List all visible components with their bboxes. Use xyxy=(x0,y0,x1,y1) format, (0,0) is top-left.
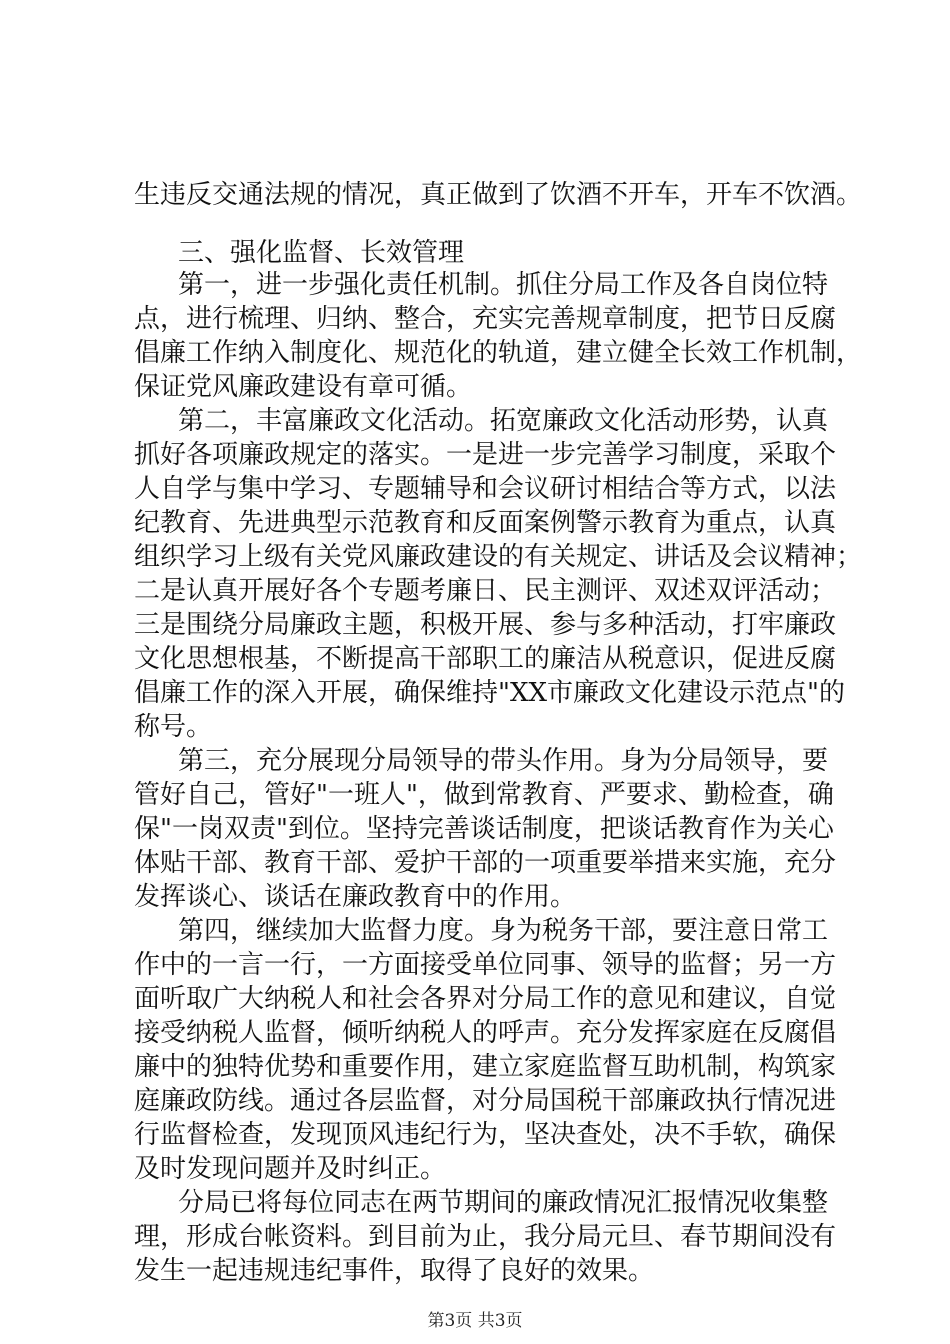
paragraph-3-line-2: 管好自己，管好"一班人"，做到常教育、严要求、勤检查，确 xyxy=(134,780,834,810)
paragraph-4-line-6: 庭廉政防线。通过各层监督，对分局国税干部廉政执行情况进 xyxy=(134,1086,837,1116)
paragraph-2-line-4: 纪教育、先进典型示范教育和反面案例警示教育为重点，认真 xyxy=(134,508,837,538)
paragraph-4-line-1: 第四，继续加大监督力度。身为税务干部，要注意日常工 xyxy=(178,916,829,946)
paragraph-2-line-10: 称号。 xyxy=(134,712,213,742)
paragraph-4-line-4: 接受纳税人监督，倾听纳税人的呼声。充分发挥家庭在反腐倡 xyxy=(134,1018,837,1048)
opening-line: 生违反交通法规的情况，真正做到了饮酒不开车，开车不饮酒。 xyxy=(134,180,863,210)
paragraph-1-line-2: 点，进行梳理、归纳、整合，充实完善规章制度，把节日反腐 xyxy=(134,304,837,334)
paragraph-2-line-1: 第二，丰富廉政文化活动。拓宽廉政文化活动形势，认真 xyxy=(178,406,829,436)
page-footer: 第3页 共3页 xyxy=(427,1311,523,1331)
paragraph-2-line-8: 文化思想根基，不断提高干部职工的廉洁从税意识，促进反腐 xyxy=(134,644,837,674)
paragraph-3-line-5: 发挥谈心、谈话在廉政教育中的作用。 xyxy=(134,882,577,912)
paragraph-3-line-1: 第三，充分展现分局领导的带头作用。身为分局领导，要 xyxy=(178,746,829,776)
section-heading: 三、强化监督、长效管理 xyxy=(178,238,465,268)
paragraph-4-line-5: 廉中的独特优势和重要作用，建立家庭监督互助机制，构筑家 xyxy=(134,1052,837,1082)
paragraph-1-line-1: 第一，进一步强化责任机制。抓住分局工作及各自岗位特 xyxy=(178,270,829,300)
paragraph-5-line-3: 发生一起违规违纪事件，取得了良好的效果。 xyxy=(134,1256,655,1286)
paragraph-3-line-4: 体贴干部、教育干部、爱护干部的一项重要举措来实施，充分 xyxy=(134,848,837,878)
paragraph-4-line-3: 面听取广大纳税人和社会各界对分局工作的意见和建议，自觉 xyxy=(134,984,837,1014)
paragraph-2-line-2: 抓好各项廉政规定的落实。一是进一步完善学习制度，采取个 xyxy=(134,440,837,470)
paragraph-3-line-3: 保"一岗双责"到位。坚持完善谈话制度，把谈话教育作为关心 xyxy=(134,814,834,844)
paragraph-2-line-5: 组织学习上级有关党风廉政建设的有关规定、讲话及会议精神； xyxy=(134,542,863,572)
paragraph-4-line-2: 作中的一言一行，一方面接受单位同事、领导的监督；另一方 xyxy=(134,950,837,980)
paragraph-4-line-7: 行监督检查，发现顶风违纪行为，坚决查处，决不手软，确保 xyxy=(134,1120,837,1150)
paragraph-5-line-1: 分局已将每位同志在两节期间的廉政情况汇报情况收集整 xyxy=(178,1188,829,1218)
paragraph-1-line-4: 保证党风廉政建设有章可循。 xyxy=(134,372,473,402)
paragraph-5-line-2: 理，形成台帐资料。到目前为止，我分局元旦、春节期间没有 xyxy=(134,1222,837,1252)
paragraph-2-line-3: 人自学与集中学习、专题辅导和会议研讨相结合等方式，以法 xyxy=(134,474,837,504)
paragraph-2-line-9: 倡廉工作的深入开展，确保维持"XX市廉政文化建设示范点"的 xyxy=(134,678,845,708)
paragraph-1-line-3: 倡廉工作纳入制度化、规范化的轨道，建立健全长效工作机制， xyxy=(134,338,863,368)
paragraph-4-line-8: 及时发现问题并及时纠正。 xyxy=(134,1154,447,1184)
paragraph-2-line-6: 二是认真开展好各个专题考廉日、民主测评、双述双评活动； xyxy=(134,576,837,606)
paragraph-2-line-7: 三是围绕分局廉政主题，积极开展、参与多种活动，打牢廉政 xyxy=(134,610,837,640)
